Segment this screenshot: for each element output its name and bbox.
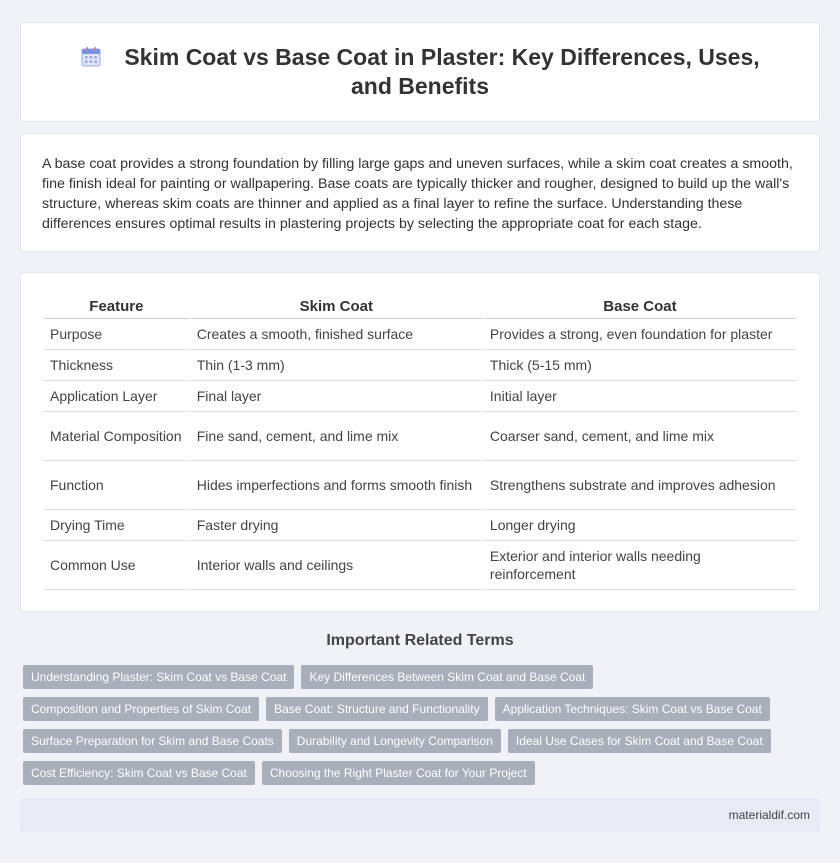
skim-coat-cell: Faster drying bbox=[191, 510, 482, 541]
feature-cell: Material Composition bbox=[44, 412, 189, 461]
comparison-table bbox=[42, 295, 798, 590]
base-coat-cell: Provides a strong, even foundation for plaster bbox=[484, 319, 796, 350]
skim-coat-cell: Fine sand, cement, and lime mix bbox=[191, 412, 482, 461]
header-feature: Feature bbox=[44, 295, 189, 319]
feature-cell: Common Use bbox=[44, 541, 189, 590]
related-term-tag[interactable]: Durability and Longevity Comparison bbox=[289, 729, 501, 753]
related-term-tag[interactable]: Understanding Plaster: Skim Coat vs Base Coat bbox=[23, 665, 294, 689]
skim-coat-cell: Interior walls and ceilings bbox=[191, 541, 482, 590]
related-term-tag[interactable]: Choosing the Right Plaster Coat for Your Project bbox=[262, 761, 535, 785]
footer bbox=[20, 798, 820, 832]
base-coat-cell: Thick (5-15 mm) bbox=[484, 350, 796, 381]
base-coat-cell: Coarser sand, cement, and lime mix bbox=[484, 412, 796, 461]
header-skim-coat: Skim Coat bbox=[191, 295, 482, 319]
table-row bbox=[44, 412, 796, 461]
feature-cell: Function bbox=[44, 461, 189, 510]
skim-coat-cell: Thin (1-3 mm) bbox=[191, 350, 482, 381]
table-row bbox=[44, 350, 796, 381]
feature-cell: Purpose bbox=[44, 319, 189, 350]
comparison-card bbox=[20, 272, 820, 612]
base-coat-cell: Strengthens substrate and improves adhesion bbox=[484, 461, 796, 510]
footer-site-link[interactable]: materialdif.com bbox=[728, 808, 810, 822]
related-term-tag[interactable]: Application Techniques: Skim Coat vs Base Coat bbox=[495, 697, 770, 721]
base-coat-cell: Longer drying bbox=[484, 510, 796, 541]
table-row bbox=[44, 381, 796, 412]
header-base-coat: Base Coat bbox=[484, 295, 796, 319]
skim-coat-cell: Creates a smooth, finished surface bbox=[191, 319, 482, 350]
table-row bbox=[44, 541, 796, 590]
intro-card bbox=[20, 133, 820, 252]
related-term-tag[interactable]: Ideal Use Cases for Skim Coat and Base Coat bbox=[508, 729, 771, 753]
table-row bbox=[44, 461, 796, 510]
feature-cell: Application Layer bbox=[44, 381, 189, 412]
table-header-row bbox=[44, 295, 796, 319]
base-coat-cell: Initial layer bbox=[484, 381, 796, 412]
table-row bbox=[44, 510, 796, 541]
table-row bbox=[44, 319, 796, 350]
related-term-tag[interactable]: Surface Preparation for Skim and Base Coats bbox=[23, 729, 282, 753]
skim-coat-cell: Final layer bbox=[191, 381, 482, 412]
feature-cell: Thickness bbox=[44, 350, 189, 381]
feature-cell: Drying Time bbox=[44, 510, 189, 541]
calendar-icon bbox=[80, 46, 102, 68]
related-term-tag[interactable]: Cost Efficiency: Skim Coat vs Base Coat bbox=[23, 761, 255, 785]
related-terms-list bbox=[23, 665, 823, 793]
related-term-tag[interactable]: Key Differences Between Skim Coat and Base Coat bbox=[301, 665, 593, 689]
page-title-text: Skim Coat vs Base Coat in Plaster: Key Differences, Uses, and Benefits bbox=[124, 44, 760, 99]
page-title bbox=[60, 43, 780, 101]
skim-coat-cell: Hides imperfections and forms smooth finish bbox=[191, 461, 482, 510]
title-card bbox=[20, 22, 820, 122]
base-coat-cell: Exterior and interior walls needing reinforcement bbox=[484, 541, 796, 590]
intro-paragraph: A base coat provides a strong foundation by filling large gaps and uneven surfaces, while a skim coat creates a smooth, fine finish ideal for painting or wallpapering. Base coats are typically thicker and rougher, designed to build up the wall's structure, whereas skim coats are thinner and applied as a final layer to refine the surface. Understanding these differences ensures optimal results in plastering projects by selecting the appropriate coat for each stage. bbox=[42, 156, 793, 232]
related-terms-heading: Important Related Terms bbox=[326, 632, 514, 649]
related-term-tag[interactable]: Base Coat: Structure and Functionality bbox=[266, 697, 487, 721]
related-term-tag[interactable]: Composition and Properties of Skim Coat bbox=[23, 697, 259, 721]
